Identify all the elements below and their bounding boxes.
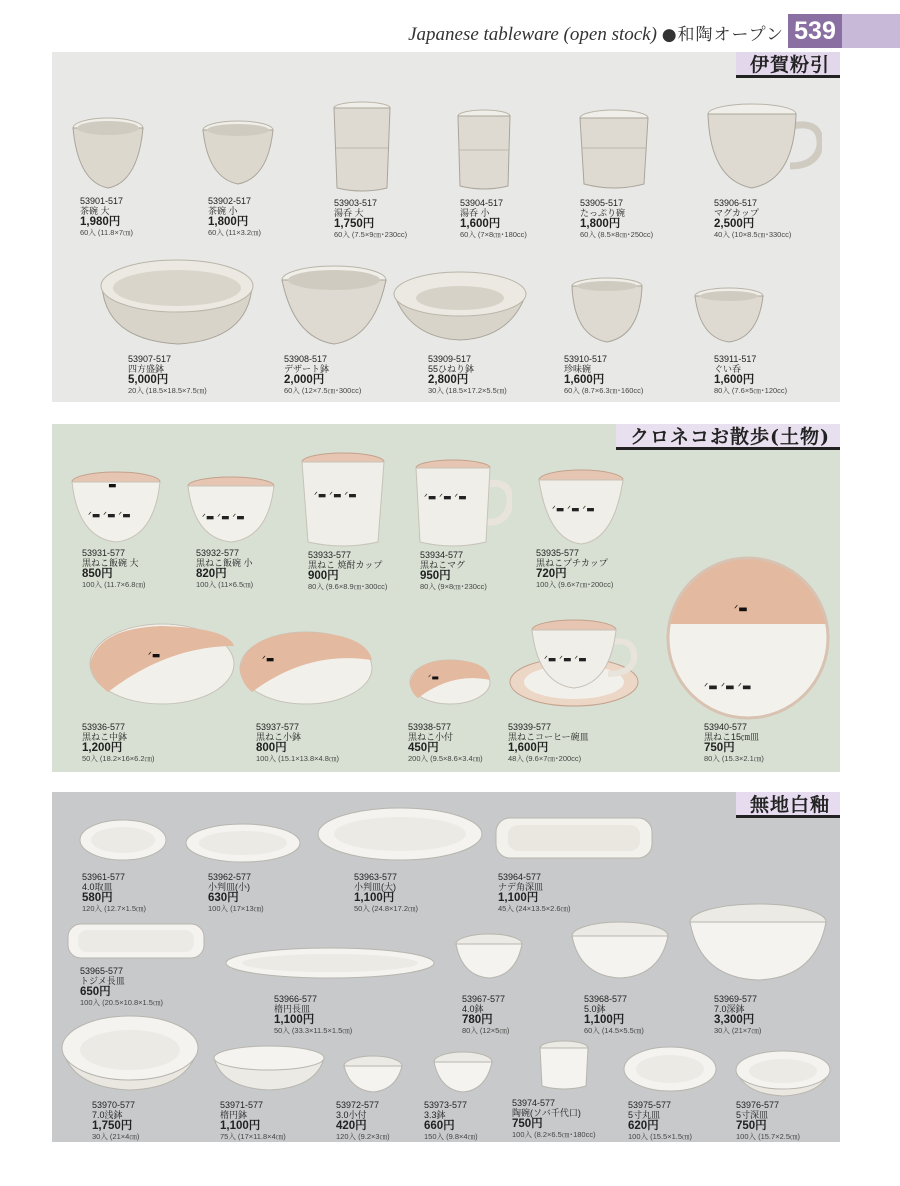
product-name: 陶碗(ソバ千代口) bbox=[512, 1108, 581, 1118]
product-image bbox=[88, 622, 236, 714]
product-code: 53969-577 bbox=[714, 994, 758, 1004]
product-name: 7.0深鉢 bbox=[714, 1004, 745, 1014]
product-image bbox=[570, 276, 644, 346]
product-spec: 60入 (11.8×7㎝) bbox=[80, 228, 134, 237]
product-price: 1,800円 bbox=[580, 218, 621, 230]
product-spec: 60入 (7×8㎝･180cc) bbox=[460, 230, 527, 239]
product-spec: 40入 (10×8.5㎝･330cc) bbox=[714, 230, 792, 239]
product-price: 3,300円 bbox=[714, 1014, 755, 1026]
product-code: 53911-517 bbox=[714, 354, 757, 364]
svg-text:ᐟ▬ ᐟ▬ ᐟ▬: ᐟ▬ ᐟ▬ ᐟ▬ bbox=[424, 493, 467, 503]
product-spec: 120入 (12.7×1.5㎝) bbox=[82, 904, 146, 913]
product-spec: 30入 (21×4㎝) bbox=[92, 1132, 140, 1141]
product-image bbox=[538, 1040, 590, 1092]
product-name: 7.0浅鉢 bbox=[92, 1110, 123, 1120]
product-price: 720円 bbox=[536, 568, 567, 580]
product-caption bbox=[564, 354, 643, 395]
product-image bbox=[316, 806, 484, 864]
product-image bbox=[66, 922, 206, 960]
product-name: ナデ角深皿 bbox=[498, 882, 544, 892]
section-title: 伊賀粉引 bbox=[736, 52, 840, 78]
product-name: 黒ねこ飯碗 小 bbox=[196, 558, 253, 568]
product-spec: 50入 (18.2×16×6.2㎝) bbox=[82, 754, 155, 763]
product-name: 黒ねこ飯碗 大 bbox=[82, 558, 139, 568]
product-caption bbox=[82, 548, 145, 589]
product-name: 黒ねこ中鉢 bbox=[82, 732, 128, 742]
product-caption bbox=[82, 872, 146, 913]
product-name: 小判皿(小) bbox=[208, 882, 250, 892]
product-image bbox=[390, 266, 530, 346]
product-image bbox=[692, 286, 766, 346]
product-price: 1,100円 bbox=[354, 892, 395, 904]
product-caption bbox=[408, 722, 483, 763]
product-code: 53936-577 bbox=[82, 722, 126, 732]
product-spec: 60入 (7.5×9㎝･230cc) bbox=[334, 230, 408, 239]
product-price: 780円 bbox=[462, 1014, 493, 1026]
product-price: 450円 bbox=[408, 742, 439, 754]
product-name: 湯呑 大 bbox=[334, 208, 364, 218]
product-name: 黒ねこ小鉢 bbox=[256, 732, 302, 742]
product-caption bbox=[208, 196, 261, 237]
product-spec: 20入 (18.5×18.5×7.5㎝) bbox=[128, 386, 207, 395]
product-price: 1,600円 bbox=[460, 218, 501, 230]
product-spec: 48入 (9.6×7㎝･200cc) bbox=[508, 754, 582, 763]
product-code: 53970-577 bbox=[92, 1100, 136, 1110]
product-price: 580円 bbox=[82, 892, 113, 904]
product-code: 53937-577 bbox=[256, 722, 300, 732]
product-caption bbox=[354, 872, 418, 913]
product-caption bbox=[424, 1100, 478, 1141]
product-spec: 50入 (33.3×11.5×1.5㎝) bbox=[274, 1026, 353, 1035]
product-price: 1,100円 bbox=[220, 1120, 261, 1132]
product-spec: 30入 (18.5×17.2×5.5㎝) bbox=[428, 386, 507, 395]
product-caption bbox=[462, 994, 509, 1035]
svg-text:ᐟ▬: ᐟ▬ bbox=[734, 604, 748, 615]
product-name: 湯呑 小 bbox=[460, 208, 490, 218]
product-spec: 100入 (9.6×7㎝･200cc) bbox=[536, 580, 614, 589]
product-image bbox=[456, 108, 512, 193]
product-price: 750円 bbox=[512, 1118, 543, 1130]
product-caption bbox=[580, 198, 653, 239]
product-spec: 100入 (15.1×13.8×4.8㎝) bbox=[256, 754, 339, 763]
product-price: 2,500円 bbox=[714, 218, 755, 230]
product-code: 53966-577 bbox=[274, 994, 318, 1004]
product-spec: 60入 (12×7.5㎝･300cc) bbox=[284, 386, 362, 395]
product-spec: 60入 (8.7×6.3㎝･160cc) bbox=[564, 386, 644, 395]
product-price: 1,600円 bbox=[564, 374, 605, 386]
product-code: 53971-577 bbox=[220, 1100, 264, 1110]
product-caption bbox=[584, 994, 644, 1035]
product-code: 53935-577 bbox=[536, 548, 580, 558]
product-caption bbox=[714, 198, 791, 239]
product-caption bbox=[334, 198, 407, 239]
svg-text:ᐟ▬: ᐟ▬ bbox=[262, 655, 275, 665]
header-title bbox=[408, 20, 784, 46]
product-code: 53976-577 bbox=[736, 1100, 780, 1110]
section-muji-hakuyu bbox=[52, 792, 840, 1142]
product-name: 黒ねこ小付 bbox=[408, 732, 454, 742]
product-code: 53964-577 bbox=[498, 872, 542, 882]
product-image bbox=[98, 256, 256, 348]
product-price: 1,200円 bbox=[82, 742, 123, 754]
product-name: マグカップ bbox=[714, 208, 759, 218]
header-title-jp: ●和陶オープン bbox=[661, 25, 784, 45]
product-caption bbox=[420, 550, 487, 591]
product-caption bbox=[284, 354, 361, 395]
product-caption bbox=[536, 548, 613, 589]
product-caption bbox=[498, 872, 571, 913]
product-name: 四方盛鉢 bbox=[128, 364, 165, 374]
product-price: 1,600円 bbox=[508, 742, 549, 754]
product-price: 800円 bbox=[256, 742, 287, 754]
product-image bbox=[664, 554, 832, 722]
product-code: 53932-577 bbox=[196, 548, 240, 558]
product-image bbox=[224, 946, 436, 980]
product-image bbox=[432, 1050, 494, 1094]
product-name: トジメ長皿 bbox=[80, 976, 125, 986]
product-caption bbox=[128, 354, 207, 395]
product-spec: 30入 (21×7㎝) bbox=[714, 1026, 762, 1035]
product-code: 53963-577 bbox=[354, 872, 398, 882]
svg-text:ᐟ▬: ᐟ▬ bbox=[428, 673, 439, 682]
product-code: 53905-517 bbox=[580, 198, 624, 208]
product-image bbox=[454, 932, 524, 982]
product-price: 1,100円 bbox=[584, 1014, 625, 1026]
product-name: 黒ねこ 焼酎カップ bbox=[308, 560, 383, 570]
product-caption bbox=[714, 994, 761, 1035]
product-price: 660円 bbox=[424, 1120, 455, 1132]
section-iga-kohiki bbox=[52, 52, 840, 402]
product-price: 750円 bbox=[704, 742, 735, 754]
product-spec: 80入 (9×8㎝･230cc) bbox=[420, 582, 487, 591]
product-price: 630円 bbox=[208, 892, 239, 904]
product-code: 53901-517 bbox=[80, 196, 124, 206]
product-image bbox=[70, 112, 150, 192]
product-image bbox=[68, 468, 164, 546]
product-price: 1,980円 bbox=[80, 216, 121, 228]
product-code: 53962-577 bbox=[208, 872, 252, 882]
product-price: 620円 bbox=[628, 1120, 659, 1132]
product-caption bbox=[308, 550, 387, 591]
product-name: 4.0鉢 bbox=[462, 1004, 484, 1014]
product-image bbox=[688, 902, 828, 984]
page-tab-decoration bbox=[842, 14, 900, 48]
product-code: 53903-517 bbox=[334, 198, 378, 208]
product-spec: 75入 (17×11.8×4㎝) bbox=[220, 1132, 286, 1141]
product-spec: 100入 (20.5×10.8×1.5㎝) bbox=[80, 998, 163, 1007]
product-code: 53907-517 bbox=[128, 354, 172, 364]
product-image bbox=[408, 658, 492, 714]
product-name: ぐい呑 bbox=[714, 364, 742, 374]
product-image bbox=[300, 452, 386, 550]
product-spec: 60入 (14.5×5.5㎝) bbox=[584, 1026, 644, 1035]
product-code: 53974-577 bbox=[512, 1098, 556, 1108]
product-spec: 100入 (17×13㎝) bbox=[208, 904, 264, 913]
product-code: 53906-517 bbox=[714, 198, 758, 208]
svg-text:ᐟ▬: ᐟ▬ bbox=[148, 651, 161, 661]
product-code: 53908-517 bbox=[284, 354, 328, 364]
product-caption bbox=[736, 1100, 800, 1141]
product-code: 53968-577 bbox=[584, 994, 628, 1004]
product-caption bbox=[92, 1100, 139, 1141]
product-name: 5寸丸皿 bbox=[628, 1110, 661, 1120]
product-name: 5寸深皿 bbox=[736, 1110, 769, 1120]
product-caption bbox=[512, 1098, 596, 1139]
product-price: 750円 bbox=[736, 1120, 767, 1132]
product-name: 珍味碗 bbox=[564, 364, 592, 374]
product-image bbox=[622, 1044, 718, 1094]
product-spec: 100入 (15.7×2.5㎝) bbox=[736, 1132, 800, 1141]
product-code: 53940-577 bbox=[704, 722, 748, 732]
product-spec: 100入 (15.5×1.5㎝) bbox=[628, 1132, 692, 1141]
section-title: 無地白釉 bbox=[736, 792, 840, 818]
product-code: 53938-577 bbox=[408, 722, 452, 732]
product-spec: 150入 (9.8×4㎝) bbox=[424, 1132, 478, 1141]
svg-text:ᐟ▬ ᐟ▬ ᐟ▬: ᐟ▬ ᐟ▬ ᐟ▬ bbox=[88, 511, 131, 521]
product-caption bbox=[704, 722, 764, 763]
product-name: 黒ねこプチカップ bbox=[536, 558, 608, 568]
product-image bbox=[536, 468, 626, 548]
product-image bbox=[414, 458, 512, 550]
product-caption bbox=[80, 196, 133, 237]
section-kuroneko bbox=[52, 424, 840, 772]
product-image bbox=[280, 264, 388, 348]
product-caption bbox=[80, 966, 163, 1007]
product-name: 3.0小付 bbox=[336, 1110, 367, 1120]
product-price: 850円 bbox=[82, 568, 113, 580]
product-code: 53961-577 bbox=[82, 872, 126, 882]
product-image bbox=[342, 1054, 404, 1094]
product-code: 53965-577 bbox=[80, 966, 124, 976]
product-caption bbox=[256, 722, 339, 763]
product-caption bbox=[82, 722, 155, 763]
product-spec: 45入 (24×13.5×2.6㎝) bbox=[498, 904, 571, 913]
product-name: 3.3鉢 bbox=[424, 1110, 446, 1120]
product-code: 53902-517 bbox=[208, 196, 252, 206]
product-image bbox=[78, 818, 168, 864]
section-title: クロネコお散歩(土物) bbox=[616, 424, 840, 450]
product-price: 2,000円 bbox=[284, 374, 325, 386]
product-price: 5,000円 bbox=[128, 374, 169, 386]
product-price: 650円 bbox=[80, 986, 111, 998]
product-price: 950円 bbox=[420, 570, 451, 582]
product-spec: 120入 (9.2×3㎝) bbox=[336, 1132, 390, 1141]
product-image bbox=[238, 630, 374, 712]
svg-text:ᐟ▬ ᐟ▬ ᐟ▬: ᐟ▬ ᐟ▬ ᐟ▬ bbox=[202, 513, 245, 523]
product-image bbox=[734, 1048, 832, 1098]
product-spec: 100入 (11.7×6.8㎝) bbox=[82, 580, 146, 589]
product-caption bbox=[628, 1100, 692, 1141]
product-spec: 80入 (7.6×5㎝･120cc) bbox=[714, 386, 788, 395]
product-spec: 80入 (12×5㎝) bbox=[462, 1026, 510, 1035]
product-name: 楕円長皿 bbox=[274, 1004, 311, 1014]
product-price: 1,600円 bbox=[714, 374, 755, 386]
product-spec: 80入 (15.3×2.1㎝) bbox=[704, 754, 764, 763]
product-code: 53910-517 bbox=[564, 354, 608, 364]
product-image bbox=[706, 102, 822, 192]
product-name: 茶碗 小 bbox=[208, 206, 238, 216]
product-spec: 200入 (9.5×8.6×3.4㎝) bbox=[408, 754, 483, 763]
product-caption bbox=[208, 872, 264, 913]
product-image bbox=[578, 108, 650, 193]
svg-text:ᐟ▬ ᐟ▬ ᐟ▬: ᐟ▬ ᐟ▬ ᐟ▬ bbox=[544, 655, 587, 665]
product-price: 1,100円 bbox=[274, 1014, 315, 1026]
page-header bbox=[0, 14, 900, 48]
product-code: 53904-517 bbox=[460, 198, 504, 208]
product-code: 53933-577 bbox=[308, 550, 352, 560]
product-image bbox=[212, 1044, 326, 1092]
product-image bbox=[184, 474, 278, 546]
product-caption bbox=[460, 198, 527, 239]
product-price: 820円 bbox=[196, 568, 227, 580]
product-image bbox=[570, 920, 670, 982]
svg-text:ᐟ▬ ᐟ▬ ᐟ▬: ᐟ▬ ᐟ▬ ᐟ▬ bbox=[704, 682, 752, 693]
product-name: 黒ねこ15㎝皿 bbox=[704, 732, 760, 742]
svg-text:ᐟ▬ ᐟ▬ ᐟ▬: ᐟ▬ ᐟ▬ ᐟ▬ bbox=[314, 491, 357, 501]
product-name: 黒ねこマグ bbox=[420, 560, 466, 570]
product-image bbox=[508, 618, 644, 710]
product-name: デザート鉢 bbox=[284, 364, 330, 374]
header-title-en: Japanese tableware (open stock) bbox=[408, 24, 657, 45]
product-price: 1,100円 bbox=[498, 892, 539, 904]
product-code: 53973-577 bbox=[424, 1100, 468, 1110]
product-price: 1,800円 bbox=[208, 216, 249, 228]
product-code: 53967-577 bbox=[462, 994, 506, 1004]
product-caption bbox=[196, 548, 253, 589]
product-caption bbox=[336, 1100, 390, 1141]
product-image bbox=[332, 100, 392, 195]
product-image bbox=[60, 1014, 200, 1092]
product-price: 900円 bbox=[308, 570, 339, 582]
product-code: 53939-577 bbox=[508, 722, 552, 732]
product-name: 茶碗 大 bbox=[80, 206, 110, 216]
product-name: 4.0取皿 bbox=[82, 882, 113, 892]
product-spec: 60入 (8.5×8㎝･250cc) bbox=[580, 230, 654, 239]
product-caption bbox=[714, 354, 787, 395]
product-caption bbox=[428, 354, 507, 395]
product-caption bbox=[220, 1100, 286, 1141]
product-code: 53931-577 bbox=[82, 548, 126, 558]
product-code: 53972-577 bbox=[336, 1100, 380, 1110]
product-name: 55ひねり鉢 bbox=[428, 364, 475, 374]
product-name: 黒ねこコーヒー碗皿 bbox=[508, 732, 589, 742]
product-code: 53909-517 bbox=[428, 354, 472, 364]
product-caption bbox=[274, 994, 352, 1035]
product-price: 1,750円 bbox=[334, 218, 375, 230]
svg-text:▬: ▬ bbox=[108, 481, 117, 491]
product-code: 53934-577 bbox=[420, 550, 464, 560]
product-price: 1,750円 bbox=[92, 1120, 133, 1132]
page-number: 539 bbox=[788, 14, 842, 48]
product-name: 5.0鉢 bbox=[584, 1004, 606, 1014]
product-spec: 80入 (9.6×8.9㎝･300cc) bbox=[308, 582, 388, 591]
product-image bbox=[494, 816, 654, 860]
product-price: 420円 bbox=[336, 1120, 367, 1132]
product-spec: 100入 (8.2×6.5㎝･180cc) bbox=[512, 1130, 596, 1139]
product-caption bbox=[508, 722, 589, 763]
product-image bbox=[184, 822, 302, 866]
product-spec: 100入 (11×6.5㎝) bbox=[196, 580, 254, 589]
product-spec: 50入 (24.8×17.2㎝) bbox=[354, 904, 418, 913]
product-spec: 60入 (11×3.2㎝) bbox=[208, 228, 262, 237]
product-name: 小判皿(大) bbox=[354, 882, 396, 892]
svg-text:ᐟ▬ ᐟ▬ ᐟ▬: ᐟ▬ ᐟ▬ ᐟ▬ bbox=[552, 505, 595, 515]
product-name: 楕円鉢 bbox=[220, 1110, 248, 1120]
product-name: たっぷり碗 bbox=[580, 208, 626, 218]
product-code: 53975-577 bbox=[628, 1100, 672, 1110]
product-price: 2,800円 bbox=[428, 374, 469, 386]
product-image bbox=[200, 116, 280, 191]
